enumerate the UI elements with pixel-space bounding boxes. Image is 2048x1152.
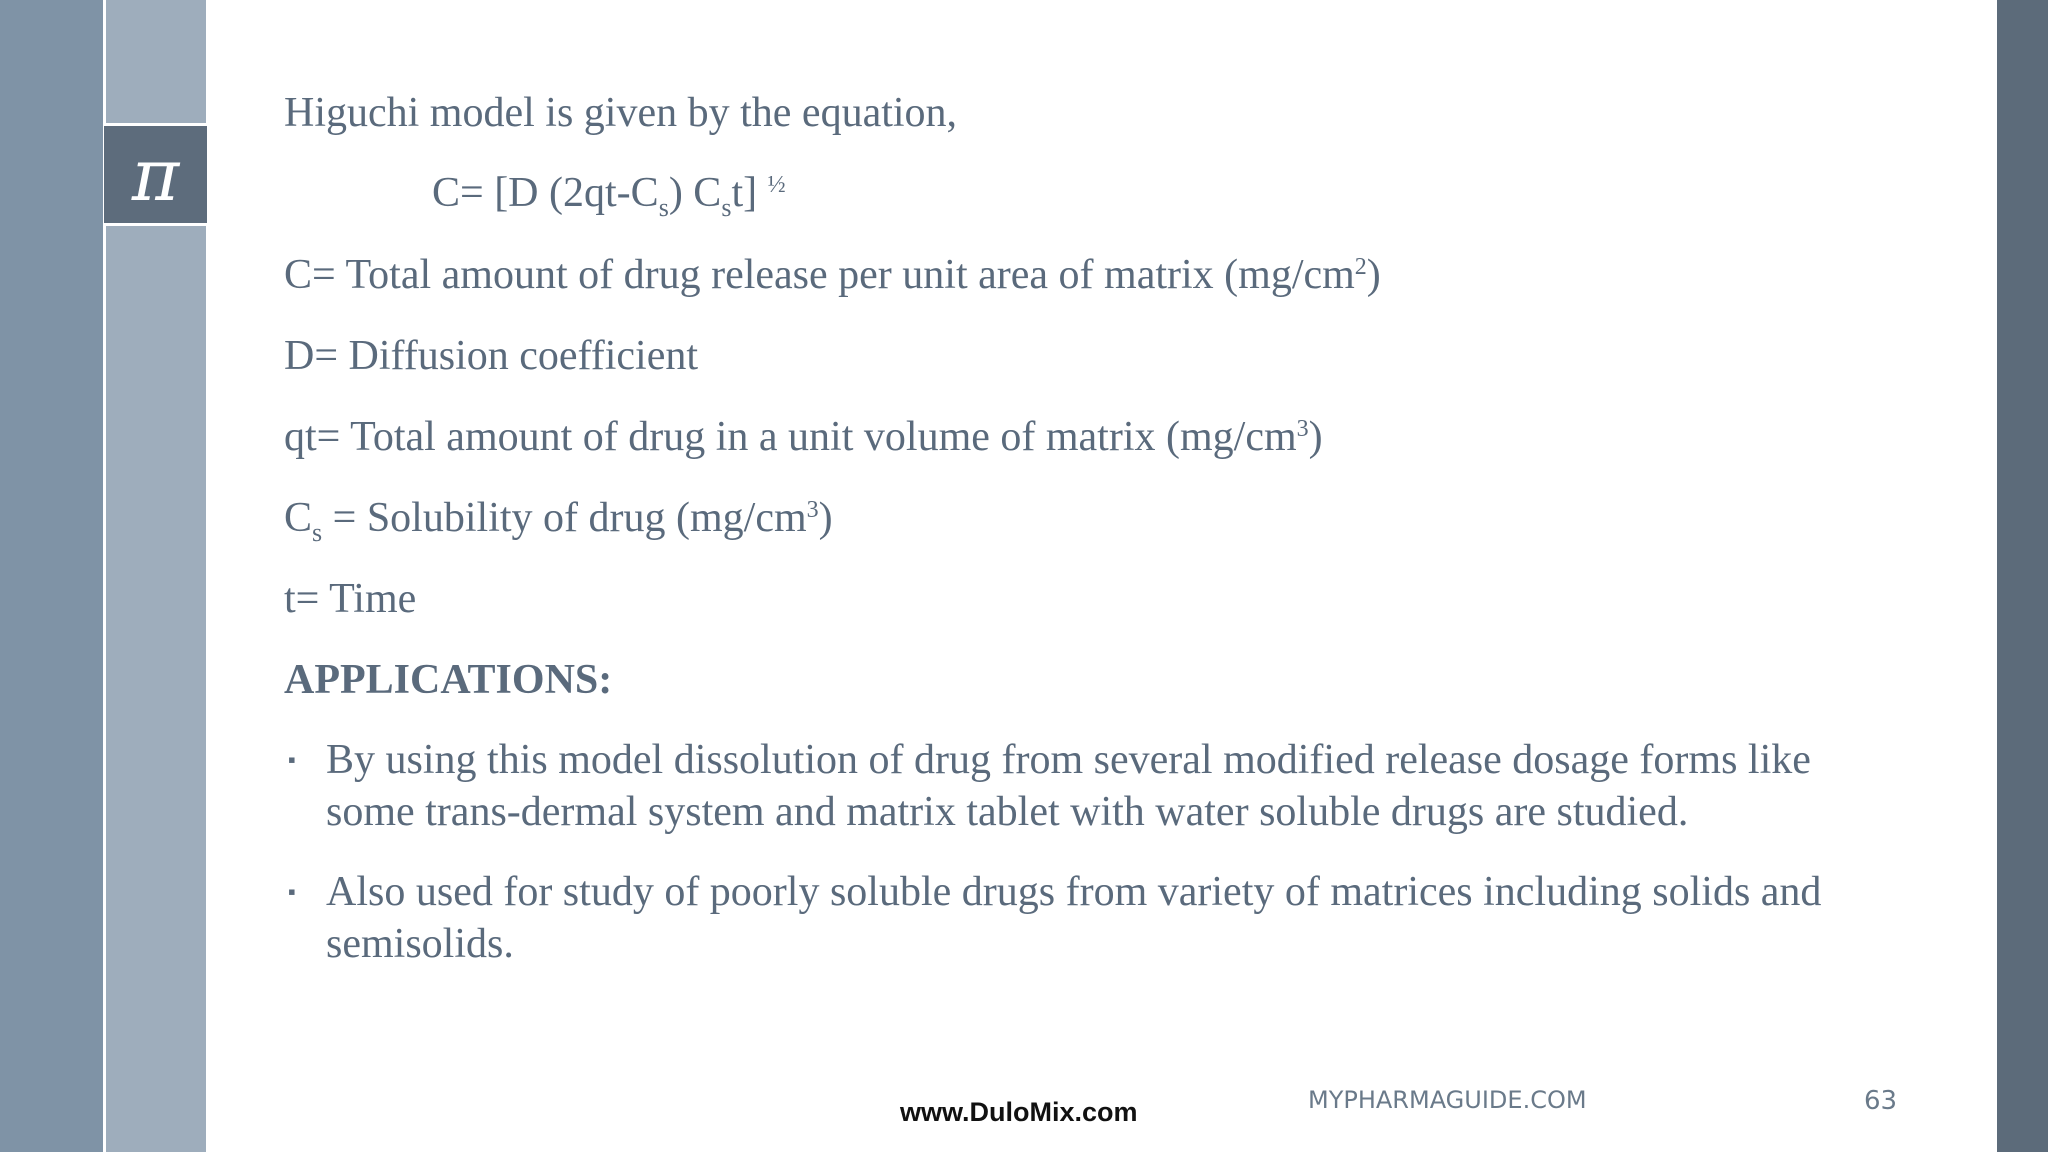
definition-subscript: s (312, 518, 323, 547)
bullet-item (284, 866, 1864, 970)
equation-part: ) C (668, 170, 722, 216)
watermark-url: www.DuloMix.com (900, 1097, 1138, 1127)
square-bullet-icon: ▪ (288, 879, 296, 904)
pi-logo (104, 123, 207, 226)
bullet-item (284, 734, 1864, 838)
equation-exponent: ½ (767, 172, 786, 198)
square-bullet-icon: ▪ (288, 747, 296, 772)
definition-t: t= Time (284, 576, 417, 622)
definition-text: C (284, 495, 313, 541)
definition-superscript: 3 (806, 497, 819, 523)
equation-part: t] (731, 170, 768, 216)
bullet-text: Also used for study of poorly soluble drugs from variety of matrices including solids and semisolids. (326, 869, 1822, 967)
right-decor-band (1997, 0, 2048, 1152)
bullet-text: By using this model dissolution of drug from several modified release dosage forms like some trans-dermal system and matrix tablet with water soluble drugs are studied. (326, 737, 1811, 835)
footer-site: MYPHARMAGUIDE.COM (1308, 1086, 1587, 1114)
definition-end: ) (818, 495, 833, 541)
definition-c (284, 254, 1381, 296)
definition-d: D= Diffusion coefficient (284, 333, 699, 379)
pi-icon: π (131, 132, 180, 217)
definition-superscript: 3 (1296, 416, 1309, 442)
equation-subscript: s (658, 193, 669, 222)
definition-text: qt= Total amount of drug in a unit volume of matrix (mg/cm (284, 414, 1297, 460)
left-decor-band (0, 0, 103, 1152)
definition-end: ) (1366, 252, 1381, 298)
definition-cs (284, 497, 833, 546)
equation-subscript: s (721, 193, 732, 222)
definition-superscript: 2 (1354, 254, 1367, 280)
page-number: 63 (1864, 1086, 1898, 1116)
definition-text: = Solubility of drug (mg/cm (322, 495, 807, 541)
definition-end: ) (1308, 414, 1323, 460)
definition-text: C= Total amount of drug release per unit area of matrix (mg/cm (284, 252, 1355, 298)
applications-heading: APPLICATIONS: (284, 657, 613, 703)
definition-qt (284, 416, 1323, 458)
intro-text: Higuchi model is given by the equation, (284, 90, 958, 136)
equation-part: C= [D (2qt-C (432, 170, 659, 216)
higuchi-equation (432, 172, 786, 221)
